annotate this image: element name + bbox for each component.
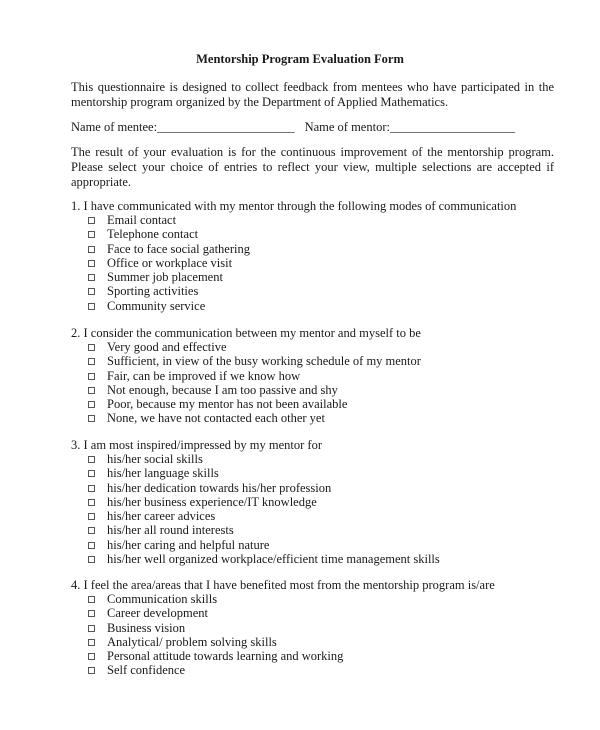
checkbox-icon[interactable] <box>88 513 95 520</box>
checkbox-icon[interactable] <box>88 231 95 238</box>
checkbox-icon[interactable] <box>88 667 95 674</box>
question-3-options <box>88 452 440 566</box>
option-label: Office or workplace visit <box>107 255 233 270</box>
instructions-paragraph: The result of your evaluation is for the continuous improvement of the mentorship program. Please select your choice of entries to reflect your view, multiple selections are accepted if appropriate. <box>71 145 554 189</box>
option-label: Analytical/ problem solving skills <box>107 634 277 649</box>
checkbox-option[interactable] <box>88 606 343 620</box>
checkbox-icon[interactable] <box>88 274 95 281</box>
checkbox-icon[interactable] <box>88 373 95 380</box>
option-label: Personal attitude towards learning and working <box>107 649 344 664</box>
checkbox-icon[interactable] <box>88 288 95 295</box>
option-label: his/her caring and helpful nature <box>107 537 270 552</box>
question-1: 1. I have communicated with my mentor through the following modes of communication <box>71 199 517 213</box>
checkbox-option[interactable] <box>88 270 250 284</box>
checkbox-icon[interactable] <box>88 217 95 224</box>
option-label: Not enough, because I am too passive and shy <box>107 382 338 397</box>
checkbox-icon[interactable] <box>88 485 95 492</box>
checkbox-option[interactable] <box>88 635 343 649</box>
checkbox-option[interactable] <box>88 495 440 509</box>
option-label: Very good and effective <box>107 340 227 354</box>
checkbox-icon[interactable] <box>88 358 95 365</box>
form-title: Mentorship Program Evaluation Form <box>196 52 404 66</box>
checkbox-icon[interactable] <box>88 303 95 310</box>
option-label: Sporting activities <box>107 284 199 299</box>
checkbox-icon[interactable] <box>88 344 95 351</box>
checkbox-icon[interactable] <box>88 610 95 617</box>
checkbox-option[interactable] <box>88 466 440 480</box>
checkbox-icon[interactable] <box>88 527 95 534</box>
checkbox-icon[interactable] <box>88 456 95 463</box>
checkbox-option[interactable] <box>88 397 421 411</box>
checkbox-option[interactable] <box>88 227 250 241</box>
checkbox-option[interactable] <box>88 383 421 397</box>
checkbox-icon[interactable] <box>88 401 95 408</box>
question-1-options <box>88 213 250 313</box>
option-label: Face to face social gathering <box>107 241 250 256</box>
checkbox-icon[interactable] <box>88 260 95 267</box>
checkbox-icon[interactable] <box>88 625 95 632</box>
checkbox-option[interactable] <box>88 649 343 663</box>
checkbox-option[interactable] <box>88 523 440 537</box>
option-label: Community service <box>107 298 206 313</box>
option-label: Business vision <box>107 620 186 635</box>
checkbox-option[interactable] <box>88 663 343 677</box>
checkbox-option[interactable] <box>88 256 250 270</box>
option-label: Communication skills <box>107 592 218 606</box>
checkbox-icon[interactable] <box>88 556 95 563</box>
checkbox-option[interactable] <box>88 354 421 368</box>
mentee-name-field[interactable]: Name of mentee:______________________ <box>71 120 295 134</box>
option-label: his/her all round interests <box>107 523 234 538</box>
option-label: Sufficient, in view of the busy working schedule of my mentor <box>107 354 421 369</box>
checkbox-option[interactable] <box>88 299 250 313</box>
option-label: his/her social skills <box>107 452 203 466</box>
option-label: Poor, because my mentor has not been available <box>107 397 348 412</box>
checkbox-icon[interactable] <box>88 387 95 394</box>
question-4-options <box>88 592 343 678</box>
checkbox-option[interactable] <box>88 552 440 566</box>
names-line <box>71 120 554 135</box>
checkbox-icon[interactable] <box>88 639 95 646</box>
option-label: Career development <box>107 606 208 621</box>
checkbox-icon[interactable] <box>88 596 95 603</box>
checkbox-option[interactable] <box>88 213 250 227</box>
checkbox-option[interactable] <box>88 481 440 495</box>
option-label: Telephone contact <box>107 227 199 242</box>
checkbox-option[interactable] <box>88 242 250 256</box>
checkbox-icon[interactable] <box>88 415 95 422</box>
option-label: Fair, can be improved if we know how <box>107 368 301 383</box>
checkbox-option[interactable] <box>88 452 440 466</box>
option-label: his/her dedication towards his/her profession <box>107 480 332 495</box>
option-label: Self confidence <box>107 663 186 678</box>
option-label: his/her language skills <box>107 466 219 481</box>
checkbox-option[interactable] <box>88 621 343 635</box>
question-4: 4. I feel the area/areas that I have benefited most from the mentorship program is/are <box>71 578 495 592</box>
checkbox-option[interactable] <box>88 284 250 298</box>
option-label: None, we have not contacted each other yet <box>107 411 325 426</box>
option-label: his/her well organized workplace/efficient time management skills <box>107 552 440 567</box>
checkbox-option[interactable] <box>88 592 343 606</box>
checkbox-option[interactable] <box>88 538 440 552</box>
option-label: Summer job placement <box>107 270 223 285</box>
checkbox-option[interactable] <box>88 411 421 425</box>
checkbox-icon[interactable] <box>88 499 95 506</box>
question-3: 3. I am most inspired/impressed by my mentor for <box>71 438 323 452</box>
question-2-options <box>88 340 421 426</box>
checkbox-option[interactable] <box>88 340 421 354</box>
checkbox-icon[interactable] <box>88 246 95 253</box>
option-label: Email contact <box>107 213 177 227</box>
checkbox-icon[interactable] <box>88 542 95 549</box>
question-2: 2. I consider the communication between my mentor and myself to be <box>71 326 421 340</box>
option-label: his/her business experience/IT knowledge <box>107 494 317 509</box>
checkbox-option[interactable] <box>88 369 421 383</box>
checkbox-icon[interactable] <box>88 470 95 477</box>
intro-paragraph: This questionnaire is designed to collect feedback from mentees who have participated in the mentorship program organized by the Department of Applied Mathematics. <box>71 80 554 109</box>
checkbox-icon[interactable] <box>88 653 95 660</box>
mentor-name-field[interactable]: Name of mentor:____________________ <box>304 120 515 134</box>
option-label: his/her career advices <box>107 509 216 524</box>
checkbox-option[interactable] <box>88 509 440 523</box>
